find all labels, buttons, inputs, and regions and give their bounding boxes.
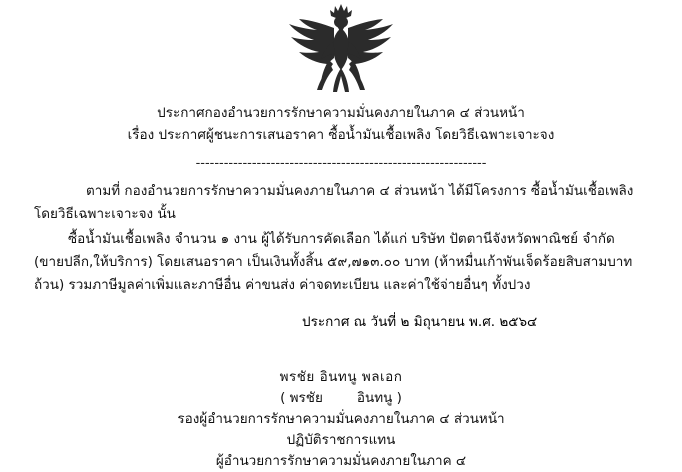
signature-position-1: รองผู้อำนวยการรักษาความมั่นคงภายในภาค ๔ ส่วนหน้า <box>177 411 505 427</box>
title-line-2: เรื่อง ประกาศผู้ชนะการเสนอราคา ซื้อน้ำมันเชื้อเพลิง โดยวิธีเฉพาะเจาะจง <box>127 127 555 143</box>
signature-paren-right: อินทนู ) <box>356 390 402 406</box>
signature-paren-left: ( พรชัย <box>280 390 323 406</box>
body-paragraph-1 <box>34 180 648 226</box>
paragraph-1-text: ตามที่ กองอำนวยการรักษาความมั่นคงภายในภาค ๔ ส่วนหน้า ได้มีโครงการ ซื้อน้ำมันเชื้อเพลิง โดยวิธีเฉพาะเจาะจง นั้น <box>34 183 634 222</box>
signature-position-2: ปฏิบัติราชการแทน <box>286 432 396 448</box>
title-divider: -------------------------------------------------------------- <box>195 156 487 171</box>
paragraph-2-text: ซื้อน้ำมันเชื้อเพลิง จำนวน ๑ งาน ผู้ได้รับการคัดเลือก ได้แก่ บริษัท ปัตตานีจังหวัดพาณิชย์ จำกัด (ขายปลีก,ให้บริการ) โดยเสนอราคา เป็นเงินทั้งสิ้น ๕๙,๗๑๓.๐๐ บาท (ห้าหมื่นเก้าพันเจ็ดร้อยสิบสามบาทถ้วน) รวมภาษีมูลค่าเพิ่มและภาษีอื่น ค่าขนส่ง ค่าจดทะเบียน และค่าใช้จ่ายอื่นๆ ทั้งปวง <box>34 231 633 293</box>
signature-paren <box>34 388 648 409</box>
garuda-emblem-icon <box>287 2 395 94</box>
body-paragraph-2 <box>34 228 648 297</box>
document-body <box>34 180 648 297</box>
announcement-date: ประกาศ ณ วันที่ ๒ มิถุนายน พ.ศ. ๒๕๖๔ <box>302 314 538 330</box>
signature-name: พรชัย อินทนู พลเอก <box>279 369 403 385</box>
document-title <box>34 102 648 146</box>
signature-block <box>34 367 648 472</box>
emblem-container <box>34 0 648 98</box>
signature-position-3: ผู้อำนวยการรักษาความมั่นคงภายในภาค ๔ <box>215 453 467 469</box>
title-line-1: ประกาศกองอำนวยการรักษาความมั่นคงภายในภาค ๔ ส่วนหน้า <box>157 105 525 121</box>
